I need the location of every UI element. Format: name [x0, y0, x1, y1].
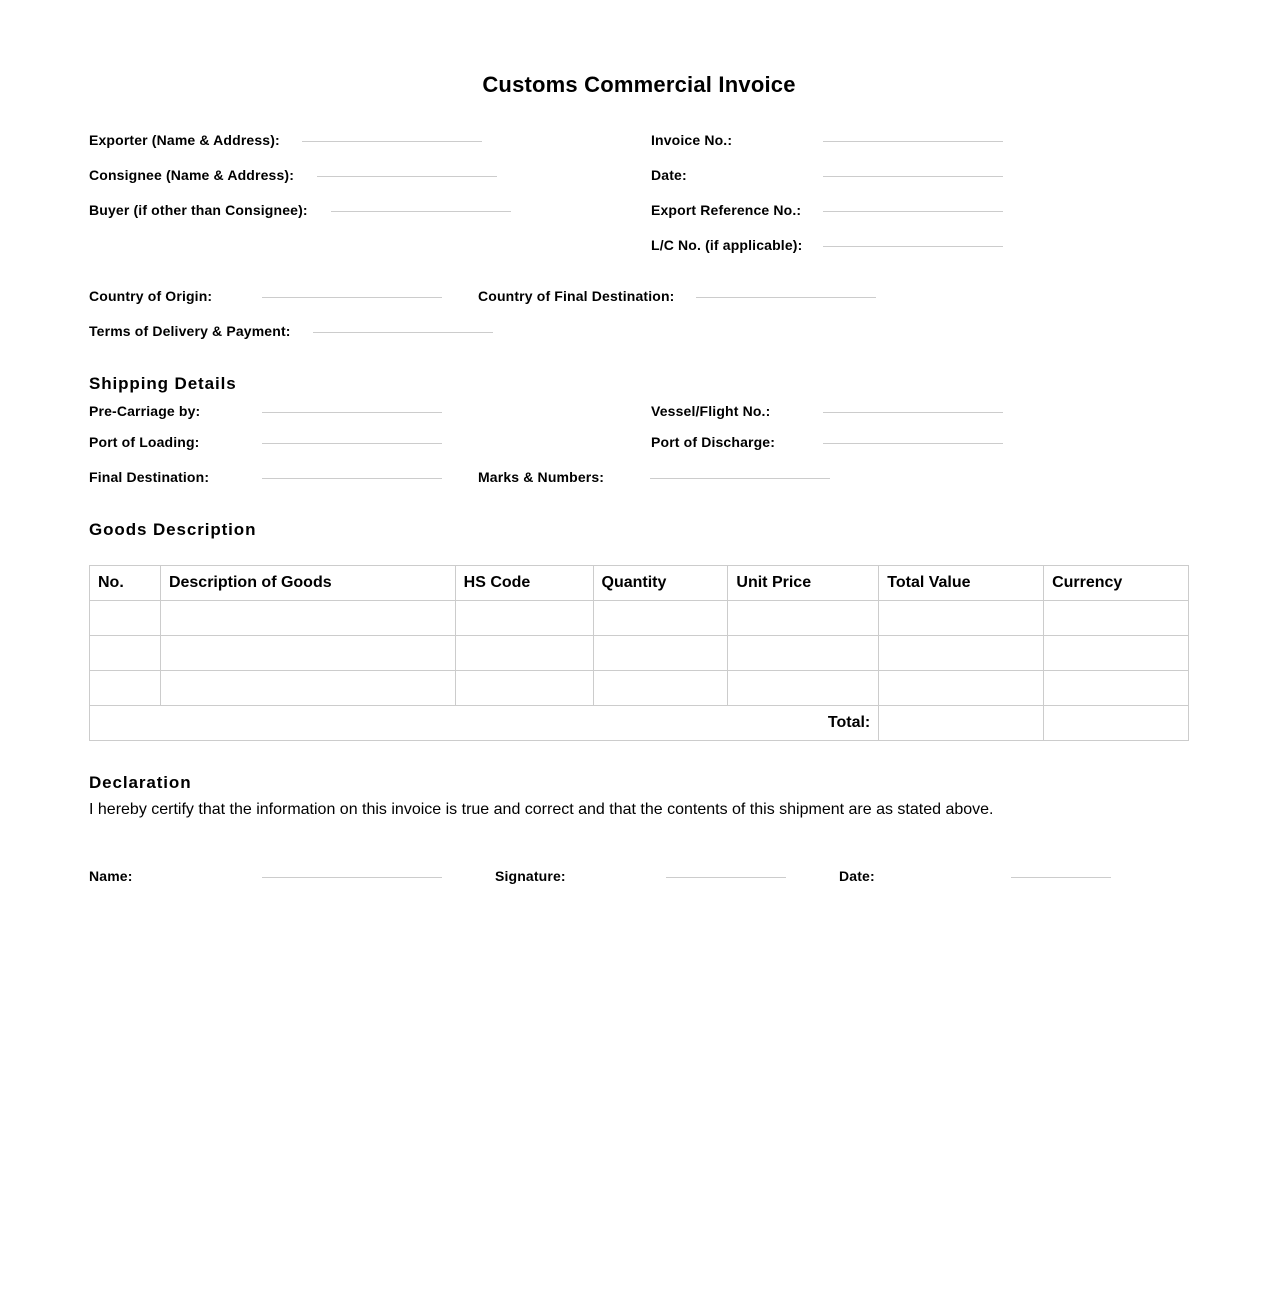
signature-field [495, 868, 795, 888]
pre-carriage-label: Pre-Carriage by: [89, 403, 201, 419]
signature-input[interactable] [666, 877, 786, 878]
cell-no[interactable] [90, 601, 161, 636]
table-row [90, 601, 1189, 636]
goods-description-heading: Goods Description [89, 520, 257, 539]
cell-unit-price[interactable] [728, 601, 879, 636]
vessel-flight-field [651, 403, 1011, 423]
declaration-date-field [839, 868, 1119, 888]
country-final-destination-field [478, 288, 878, 308]
goods-table [89, 565, 1189, 741]
exporter-label: Exporter (Name & Address): [89, 132, 280, 148]
port-of-discharge-label: Port of Discharge: [651, 434, 776, 450]
declaration-heading: Declaration [89, 773, 192, 792]
consignee-input[interactable] [317, 176, 497, 177]
total-label: Total: [90, 706, 879, 741]
lc-no-field [651, 237, 1011, 257]
declaration-name-input[interactable] [262, 877, 442, 878]
cell-description[interactable] [160, 636, 455, 671]
country-of-origin-input[interactable] [262, 297, 442, 298]
column-header-total-value: Total Value [879, 566, 1044, 601]
cell-hs-code[interactable] [455, 671, 593, 706]
column-header-quantity: Quantity [593, 566, 728, 601]
exporter-input[interactable] [302, 141, 482, 142]
terms-field [89, 323, 499, 343]
cell-no[interactable] [90, 636, 161, 671]
cell-currency[interactable] [1044, 601, 1189, 636]
total-currency-cell[interactable] [1044, 706, 1189, 741]
cell-total-value[interactable] [879, 601, 1044, 636]
cell-description[interactable] [160, 601, 455, 636]
marks-numbers-label: Marks & Numbers: [478, 469, 605, 485]
cell-quantity[interactable] [593, 601, 728, 636]
date-field [651, 167, 1011, 187]
total-row [90, 706, 1189, 741]
cell-currency[interactable] [1044, 636, 1189, 671]
final-destination-label: Final Destination: [89, 469, 210, 485]
consignee-label: Consignee (Name & Address): [89, 167, 295, 183]
invoice-no-field [651, 132, 1011, 152]
port-of-loading-label: Port of Loading: [89, 434, 200, 450]
total-value-cell[interactable] [879, 706, 1044, 741]
port-of-discharge-field [651, 434, 1011, 454]
country-of-origin-label: Country of Origin: [89, 288, 213, 304]
column-header-no: No. [90, 566, 161, 601]
lc-no-input[interactable] [823, 246, 1003, 247]
declaration-text: I hereby certify that the information on this invoice is true and correct and that the contents of this shipment are as stated above. [89, 801, 994, 818]
port-of-discharge-input[interactable] [823, 443, 1003, 444]
cell-hs-code[interactable] [455, 601, 593, 636]
cell-total-value[interactable] [879, 636, 1044, 671]
declaration-date-label: Date: [839, 868, 875, 884]
country-of-origin-field [89, 288, 449, 308]
vessel-flight-label: Vessel/Flight No.: [651, 403, 771, 419]
column-header-hs-code: HS Code [455, 566, 593, 601]
country-final-destination-label: Country of Final Destination: [478, 288, 675, 304]
cell-total-value[interactable] [879, 671, 1044, 706]
declaration-name-field [89, 868, 449, 888]
export-reference-label: Export Reference No.: [651, 202, 802, 218]
column-header-description: Description of Goods [160, 566, 455, 601]
marks-numbers-input[interactable] [650, 478, 830, 479]
port-of-loading-field [89, 434, 449, 454]
page-title: Customs Commercial Invoice [482, 72, 796, 97]
cell-unit-price[interactable] [728, 636, 879, 671]
signature-label: Signature: [495, 868, 566, 884]
pre-carriage-input[interactable] [262, 412, 442, 413]
cell-unit-price[interactable] [728, 671, 879, 706]
buyer-field [89, 202, 519, 222]
column-header-unit-price: Unit Price [728, 566, 879, 601]
export-reference-input[interactable] [823, 211, 1003, 212]
cell-hs-code[interactable] [455, 636, 593, 671]
cell-quantity[interactable] [593, 671, 728, 706]
pre-carriage-field [89, 403, 449, 423]
buyer-input[interactable] [331, 211, 511, 212]
shipping-details-heading: Shipping Details [89, 374, 237, 393]
cell-no[interactable] [90, 671, 161, 706]
vessel-flight-input[interactable] [823, 412, 1003, 413]
lc-no-label: L/C No. (if applicable): [651, 237, 803, 253]
table-row [90, 671, 1189, 706]
declaration-date-input[interactable] [1011, 877, 1111, 878]
port-of-loading-input[interactable] [262, 443, 442, 444]
cell-currency[interactable] [1044, 671, 1189, 706]
declaration-name-label: Name: [89, 868, 133, 884]
buyer-label: Buyer (if other than Consignee): [89, 202, 308, 218]
cell-description[interactable] [160, 671, 455, 706]
terms-input[interactable] [313, 332, 493, 333]
final-destination-input[interactable] [262, 478, 442, 479]
exporter-field [89, 132, 489, 152]
consignee-field [89, 167, 509, 187]
invoice-no-input[interactable] [823, 141, 1003, 142]
export-reference-field [651, 202, 1011, 222]
table-row [90, 636, 1189, 671]
marks-numbers-field [478, 469, 838, 489]
cell-quantity[interactable] [593, 636, 728, 671]
country-final-destination-input[interactable] [696, 297, 876, 298]
final-destination-field [89, 469, 449, 489]
table-header-row [90, 566, 1189, 601]
date-label: Date: [651, 167, 687, 183]
invoice-no-label: Invoice No.: [651, 132, 733, 148]
date-input[interactable] [823, 176, 1003, 177]
column-header-currency: Currency [1044, 566, 1189, 601]
terms-label: Terms of Delivery & Payment: [89, 323, 291, 339]
